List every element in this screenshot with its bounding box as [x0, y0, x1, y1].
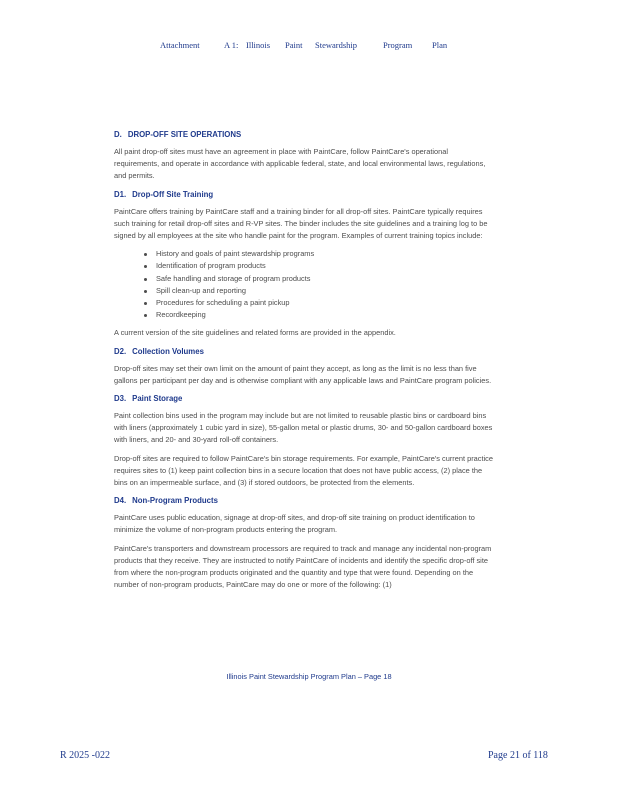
- list-item: History and goals of paint stewardship programs: [144, 248, 494, 260]
- training-topics-list: [114, 248, 494, 321]
- d4-paragraph-1: PaintCare uses public education, signage at drop-off sites, and drop-off site training on product identification to minimize the volume of non-program products entering the program.: [114, 513, 475, 535]
- header-word-a1: A 1:: [224, 40, 239, 50]
- section-d-title: DROP-OFF SITE OPERATIONS: [127, 130, 242, 139]
- header-word-illinois: Illinois: [246, 40, 271, 50]
- d1-number: D1.: [114, 189, 127, 199]
- d2-number: D2.: [114, 346, 127, 356]
- d2-heading: [114, 346, 494, 357]
- d1-after-paragraph: A current version of the site guidelines and related forms are provided in the appendix.: [114, 328, 396, 338]
- d4-heading: [114, 495, 494, 506]
- d2-title: Collection Volumes: [132, 346, 204, 356]
- d3-heading: [114, 393, 494, 404]
- header-word-program: Program: [383, 40, 413, 50]
- header-word-stewardship: Stewardship: [315, 40, 358, 50]
- section-d-intro: All paint drop-off sites must have an agreement in place with PaintCare, follow PaintCare's operational requirements, and operate in accordance with applicable federal, state, and local environmental laws, regulations, and permits.: [114, 147, 486, 181]
- d4-paragraph-2: PaintCare's transporters and downstream processors are required to track and manage any incidental non-program products that they receive. They are instructed to notify PaintCare of incidents and identify the specific drop-off site from where the non-program products originated and the quantity and type that were found. Depending on the number of non-program products, PaintCare may do one or more of the following: (1): [114, 543, 492, 590]
- header-word-plan: Plan: [432, 40, 448, 50]
- list-item: Identification of program products: [144, 260, 494, 272]
- document-number: R 2025 -022: [60, 750, 110, 761]
- plan-page-footer: Illinois Paint Stewardship Program Plan – Page 18: [226, 672, 392, 681]
- list-item: Safe handling and storage of program products: [144, 273, 494, 285]
- header-word-paint: Paint: [285, 40, 303, 50]
- d1-paragraph: PaintCare offers training by PaintCare staff and a training binder for all drop-off sites. PaintCare typically requires such training for retail drop-off sites and R-VP sites. The binder includes the site guidelines and a training log to be signed by all employees at the site who handle paint for the program. Examples of current training topics include:: [114, 206, 488, 241]
- d1-title: Drop-Off Site Training: [132, 189, 214, 199]
- section-d-heading: [114, 129, 494, 140]
- d2-paragraph: Drop-off sites may set their own limit on the amount of paint they accept, as long as the limit is no less than five gallons per participant per day and is otherwise compliant with any applicable laws and PaintCare program policies.: [114, 363, 492, 385]
- d3-title: Paint Storage: [132, 394, 183, 404]
- d3-paragraph-2: Drop-off sites are required to follow PaintCare's bin storage requirements. For example, PaintCare's current practice requires sites to (1) keep paint collection bins in a secure location that does not have public access, (2) place the bins on an impermeable surface, and (3) if stored outdoors, be protected from the elements.: [114, 453, 493, 488]
- page-number: Page 21 of 118: [488, 750, 548, 761]
- d4-title: Non-Program Products: [132, 496, 218, 506]
- d3-paragraph-1: Paint collection bins used in the program may include but are not limited to reusable plastic bins or cardboard bins with liners (approximately 1 cubic yard in size), 55-gallon metal or plastic drums, 30- and 50-gallon cardboard boxes with liners, and 20- and 30-yard roll-off containers.: [114, 411, 493, 445]
- list-item: Spill clean-up and reporting: [144, 285, 494, 297]
- header-word-attachment: Attachment: [160, 40, 200, 50]
- section-d-number: D.: [114, 130, 122, 139]
- d1-heading: [114, 189, 494, 200]
- page-content: [114, 129, 494, 597]
- d3-number: D3.: [114, 394, 127, 404]
- list-item: Recordkeeping: [144, 309, 494, 321]
- list-item: Procedures for scheduling a paint pickup: [144, 297, 494, 309]
- d4-number: D4.: [114, 496, 127, 506]
